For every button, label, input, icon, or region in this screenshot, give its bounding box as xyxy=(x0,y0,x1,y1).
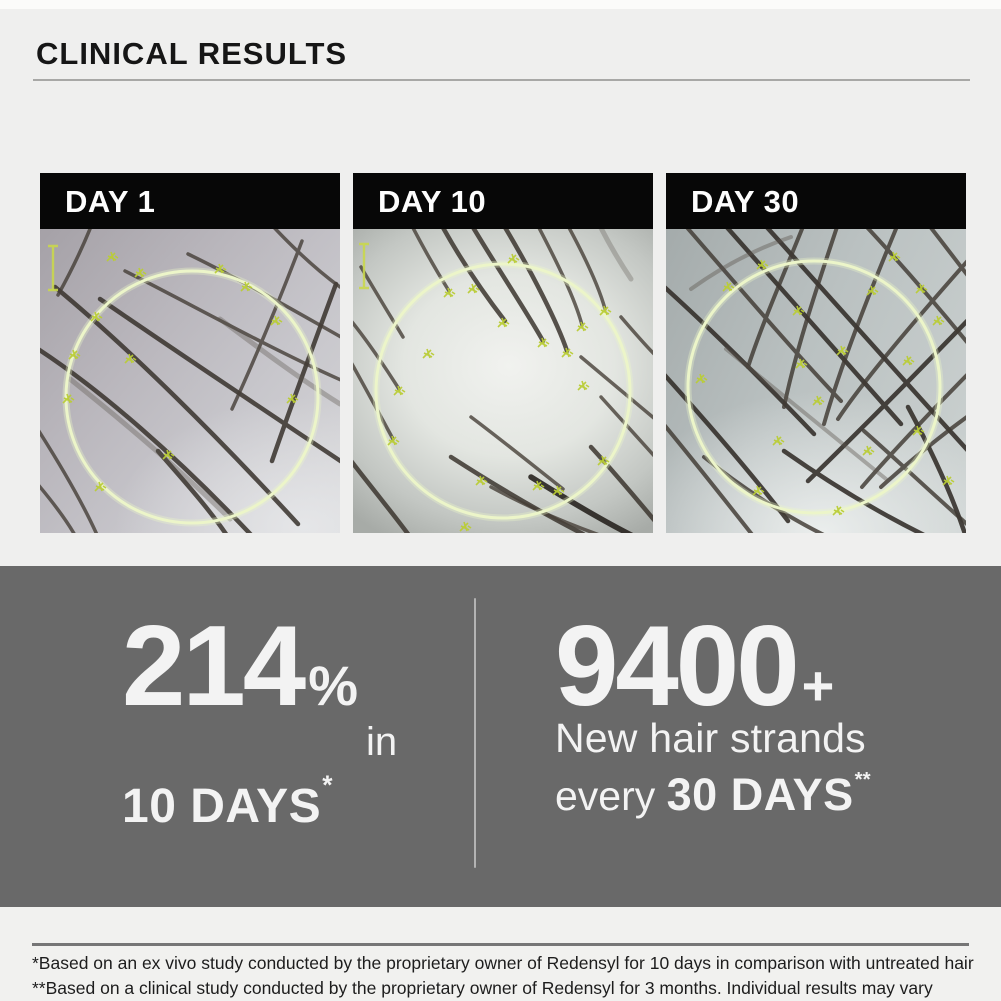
day-10-label: DAY 10 xyxy=(353,173,653,229)
stat-period xyxy=(122,772,333,831)
day-30-overlay-art xyxy=(666,229,966,533)
vertical-divider xyxy=(474,598,476,868)
hair-strands xyxy=(666,229,966,533)
day-1-label: DAY 1 xyxy=(40,173,340,229)
stat-strands-unit: + xyxy=(801,654,835,717)
follicle-markers xyxy=(63,252,298,491)
panel-day-10 xyxy=(353,173,653,533)
top-edge-strip xyxy=(0,0,1001,9)
stat-connector: in xyxy=(366,720,398,764)
stat-frequency-period: 30 DAYS xyxy=(666,769,854,820)
footnote-2: **Based on a clinical study conducted by the proprietary owner of Redensyl for 3 months. Individual results may vary xyxy=(32,978,933,998)
stat-frequency-prefix: every xyxy=(555,773,667,819)
comparison-panels xyxy=(40,173,966,533)
title-underline xyxy=(33,79,970,81)
stat-percent-unit: % xyxy=(308,654,359,717)
panel-day-30 xyxy=(666,173,966,533)
panel-day-1 xyxy=(40,173,340,533)
stat-new-strands xyxy=(555,603,835,730)
day-10-overlay-art xyxy=(353,229,653,533)
microscope-photo-day-1 xyxy=(40,229,340,533)
stat-description: New hair strands xyxy=(555,715,866,761)
day-30-label: DAY 30 xyxy=(666,173,966,229)
microscope-photo-day-30 xyxy=(666,229,966,533)
scale-bar-icon xyxy=(48,246,58,290)
stat-strands-value: 9400 xyxy=(555,603,797,730)
stat-percent-increase xyxy=(122,603,359,730)
analysis-circle-overlay xyxy=(376,264,630,518)
footnote-1: *Based on an ex vivo study conducted by the proprietary owner of Redensyl for 10 days in comparison with untreated hair xyxy=(32,953,974,973)
footnote-marker: * xyxy=(322,770,333,800)
stat-percent-value: 214 xyxy=(122,603,304,730)
footnotes-section xyxy=(0,907,1001,1001)
page-title: CLINICAL RESULTS xyxy=(36,36,348,71)
footnote-marker: ** xyxy=(854,768,871,791)
stat-period-text: 10 DAYS xyxy=(122,780,322,833)
hair-strands xyxy=(40,229,340,533)
day-1-overlay-art xyxy=(40,229,340,533)
hair-strands xyxy=(353,229,653,533)
stats-band xyxy=(0,566,1001,907)
footnote-divider xyxy=(32,943,969,946)
microscope-photo-day-10 xyxy=(353,229,653,533)
stat-frequency xyxy=(555,768,871,820)
